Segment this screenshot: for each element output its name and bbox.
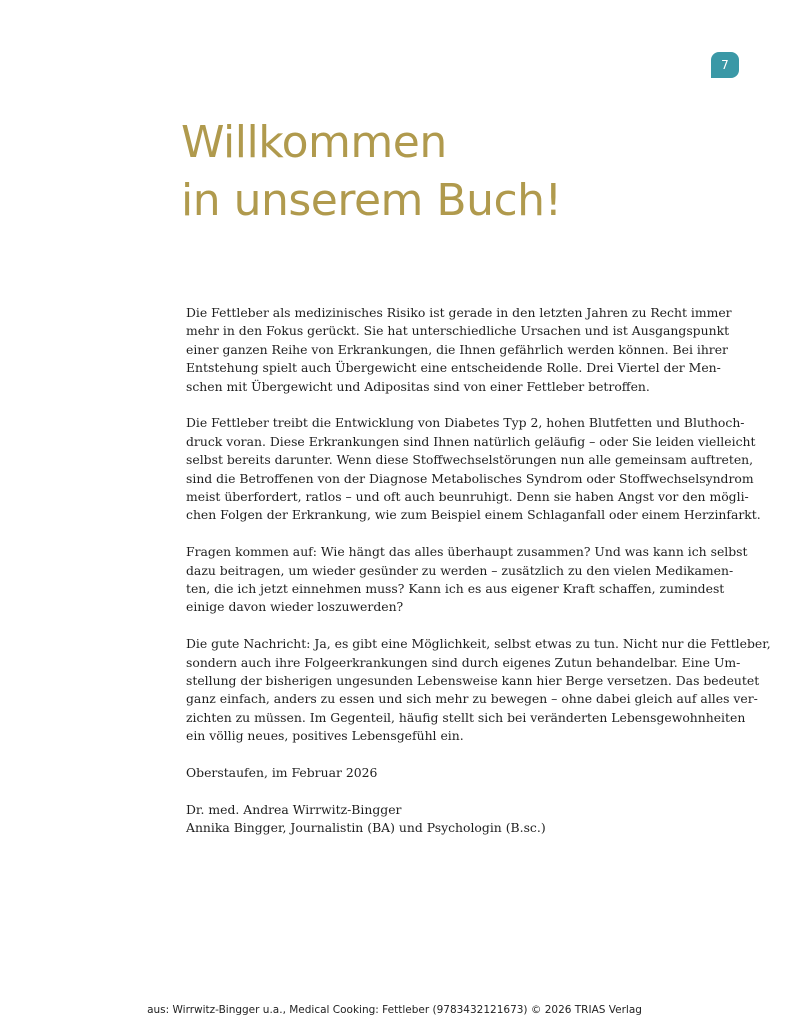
signature-author-1: Dr. med. Andrea Wirrwitz-Bingger xyxy=(186,801,402,817)
source-footer: aus: Wirrwitz-Bingger u.a., Medical Cooking: Fettleber (9783432121673) © 2026 TRIAS Verlag xyxy=(147,1004,642,1016)
paragraph xyxy=(186,543,748,617)
title-line-2: in unserem Buch! xyxy=(181,175,562,226)
text-line: ten, die ich jetzt einnehmen muss? Kann ich es aus eigener Kraft schaffen, zumindest xyxy=(186,581,725,597)
paragraph xyxy=(186,304,732,396)
page-number-badge: 7 xyxy=(711,52,739,78)
paragraph xyxy=(186,414,761,524)
signature-author-2: Annika Bingger, Journalistin (BA) und Psychologin (B.sc.) xyxy=(186,820,546,836)
date-line: Oberstaufen, im Februar 2026 xyxy=(186,765,378,781)
text-line: Die Fettleber treibt die Entwicklung von Diabetes Typ 2, hohen Blutfetten und Bluthoch- xyxy=(186,415,745,431)
page-title xyxy=(181,114,562,230)
text-line: stellung der bisherigen ungesunden Lebensweise kann hier Berge versetzen. Das bedeutet xyxy=(186,673,760,689)
text-line: mehr in den Fokus gerückt. Sie hat unterschiedliche Ursachen und ist Ausgangspunkt xyxy=(186,323,730,339)
text-line: chen Folgen der Erkrankung, wie zum Beispiel einem Schlaganfall oder einem Herzinfarkt. xyxy=(186,507,761,523)
text-line: dazu beitragen, um wieder gesünder zu werden – zusätzlich zu den vielen Medikamen- xyxy=(186,562,734,578)
title-line-1: Willkommen xyxy=(181,117,447,168)
text-line: selbst bereits darunter. Wenn diese Stoffwechselstörungen nun alle gemeinsam auftreten, xyxy=(186,452,754,468)
text-line: sind die Betroffenen von der Diagnose Metabolisches Syndrom oder Stoffwechselsyndrom xyxy=(186,470,754,486)
text-line: zichten zu müssen. Im Gegenteil, häufig stellt sich bei veränderten Lebensgewohnheiten xyxy=(186,709,746,725)
paragraph xyxy=(186,635,771,745)
text-line: ganz einfach, anders zu essen und sich mehr zu bewegen – ohne dabei gleich auf alles ver- xyxy=(186,691,758,707)
text-line: schen mit Übergewicht und Adipositas sind von einer Fettleber betroffen. xyxy=(186,378,650,394)
text-line: meist überfordert, ratlos – und oft auch beunruhigt. Denn sie haben Angst vor den mögli- xyxy=(186,489,749,505)
body-text xyxy=(186,304,771,838)
signature-block xyxy=(186,801,711,838)
text-line: Entstehung spielt auch Übergewicht eine entscheidende Rolle. Drei Viertel der Men- xyxy=(186,360,721,376)
text-line: ein völlig neues, positives Lebensgefühl ein. xyxy=(186,728,464,744)
text-line: Fragen kommen auf: Wie hängt das alles überhaupt zusammen? Und was kann ich selbst xyxy=(186,544,748,560)
text-line: sondern auch ihre Folgeerkrankungen sind durch eigenes Zutun behandelbar. Eine Um- xyxy=(186,654,741,670)
text-line: Die gute Nachricht: Ja, es gibt eine Möglichkeit, selbst etwas zu tun. Nicht nur die Fettleber, xyxy=(186,636,771,652)
text-line: druck voran. Diese Erkrankungen sind Ihnen natürlich geläufig – oder Sie leiden vielleicht xyxy=(186,433,756,449)
text-line: einer ganzen Reihe von Erkrankungen, die Ihnen gefährlich werden können. Bei ihrer xyxy=(186,341,728,357)
text-line: Die Fettleber als medizinisches Risiko ist gerade in den letzten Jahren zu Recht immer xyxy=(186,305,732,320)
text-line: einige davon wieder loszuwerden? xyxy=(186,599,404,615)
